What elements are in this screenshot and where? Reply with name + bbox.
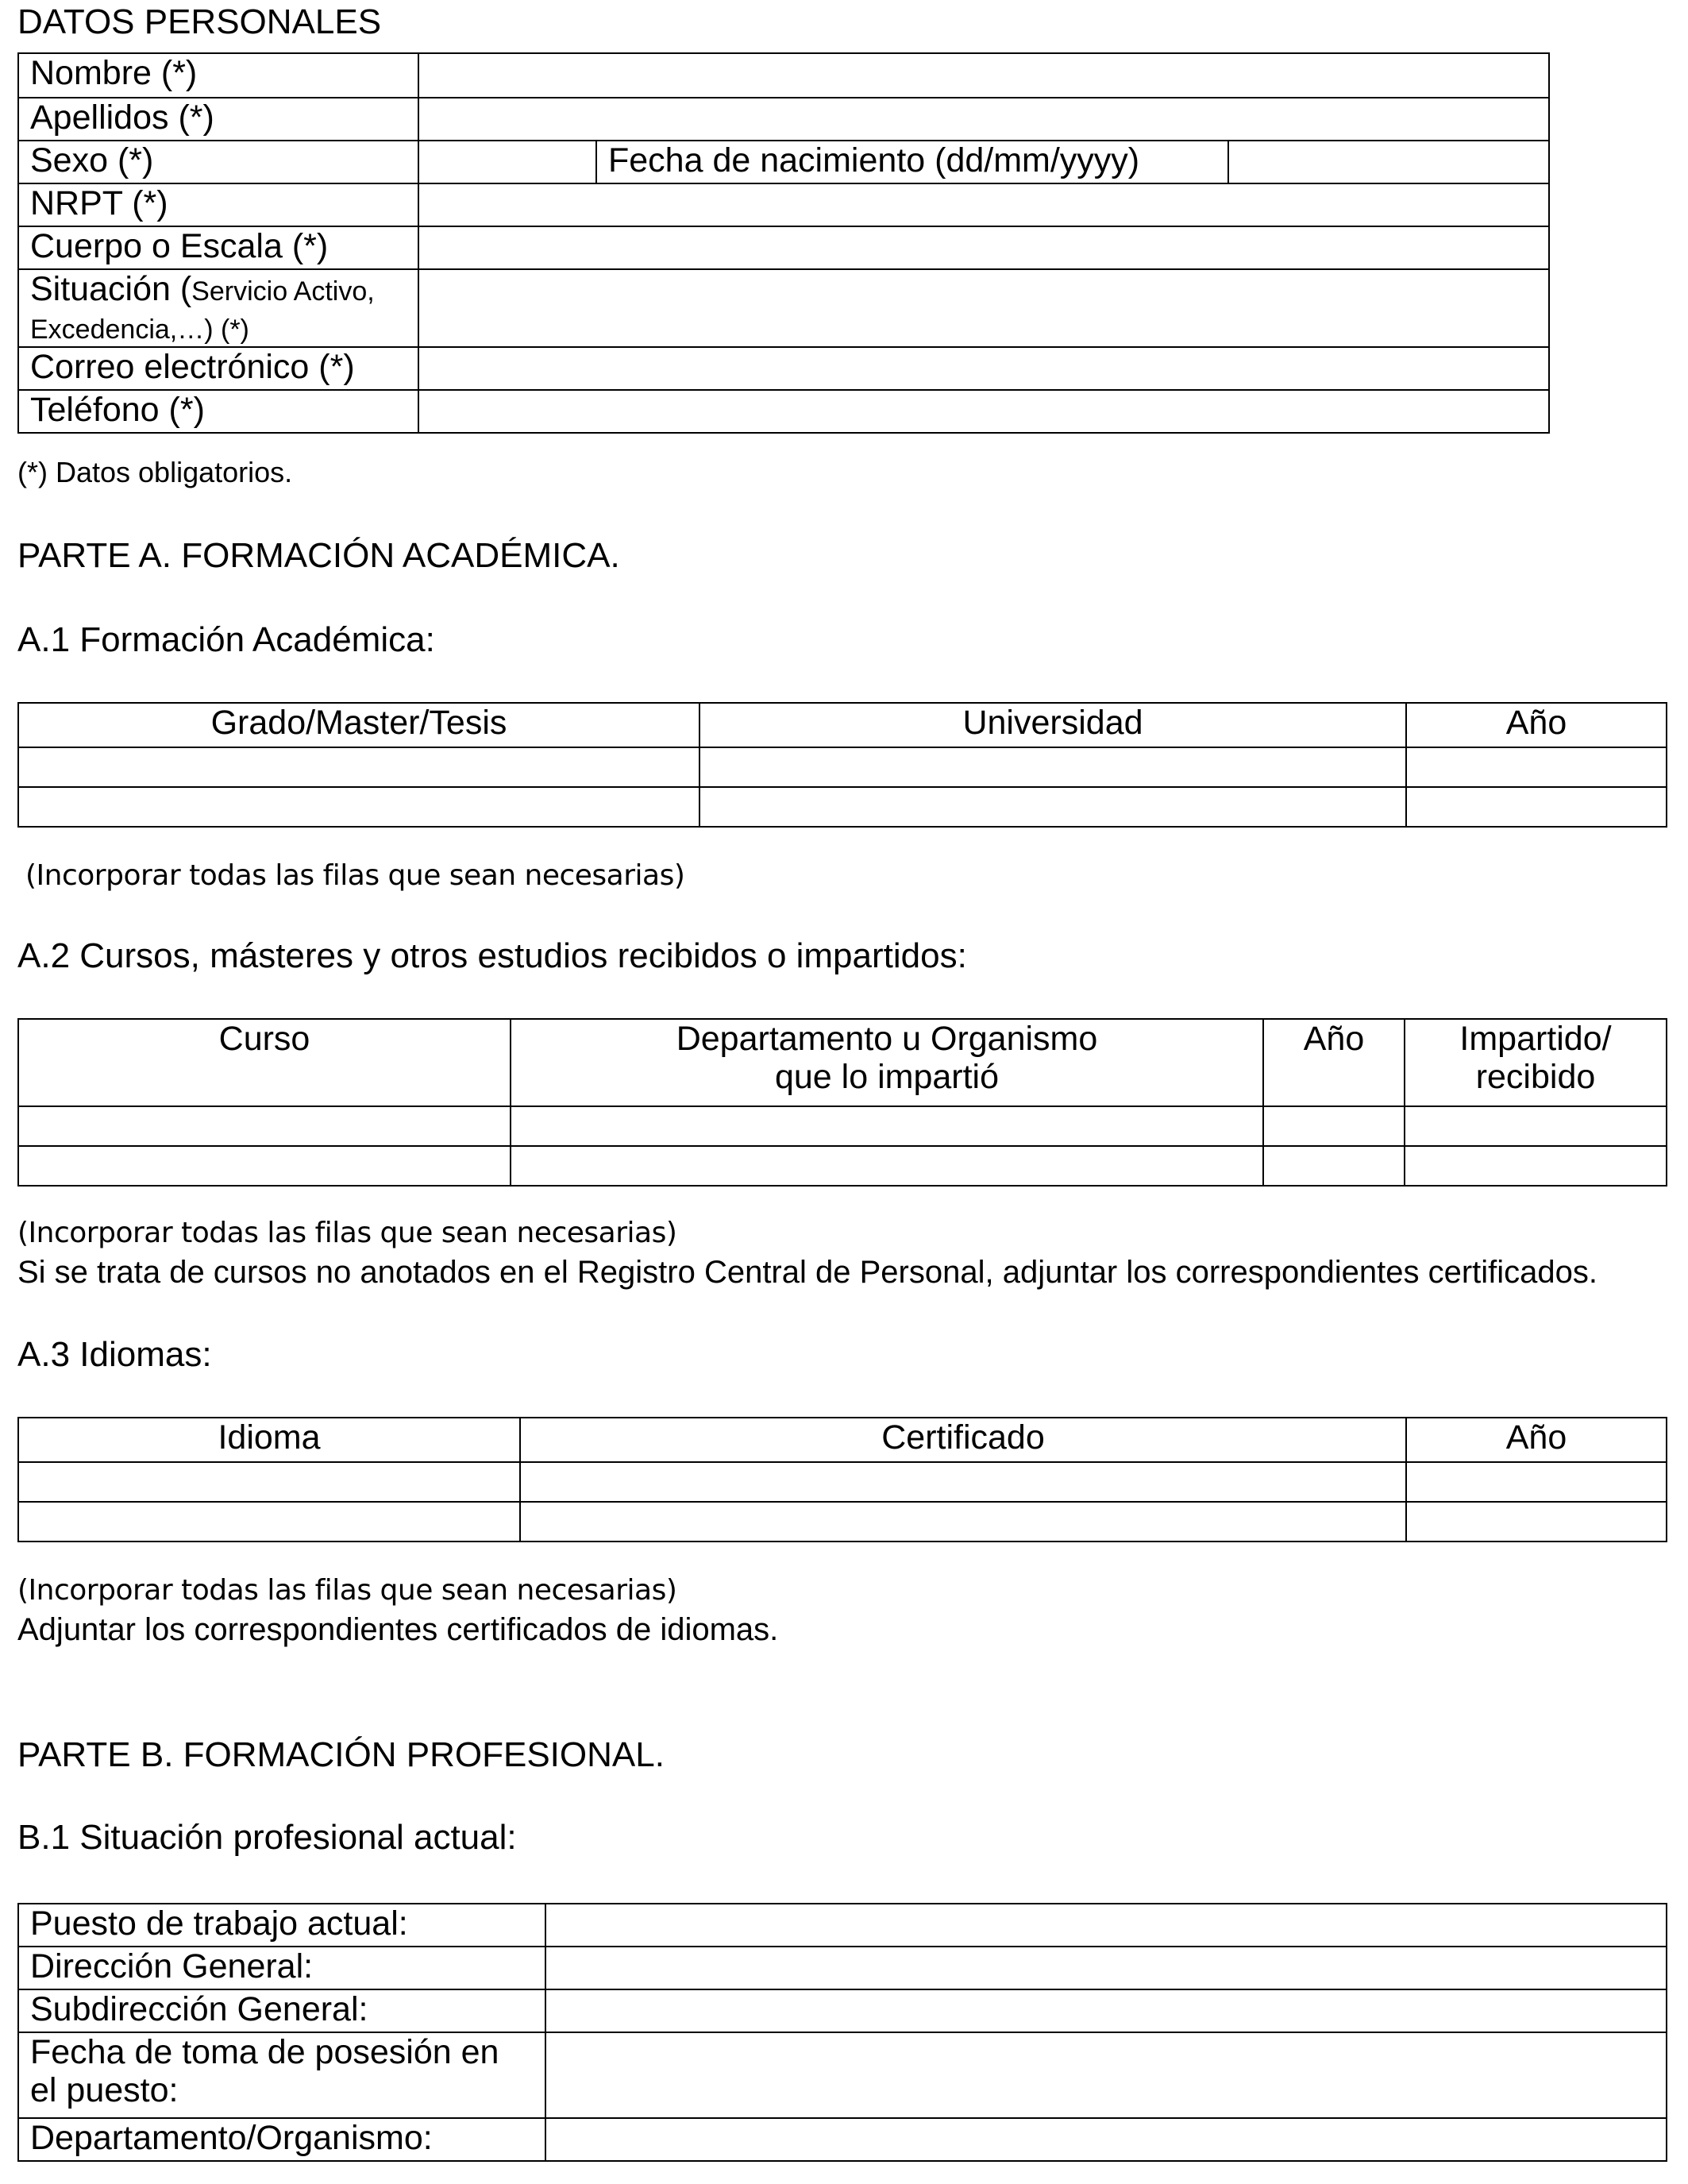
- b1-puesto-field[interactable]: [545, 1904, 1667, 1947]
- nombre-field[interactable]: [418, 53, 1549, 98]
- situacion-label-detail-2: Excedencia,…) (*): [30, 314, 249, 345]
- a3-note-2: Adjuntar los correspondientes certificados de idiomas.: [17, 1612, 779, 1647]
- situacion-label: [18, 269, 418, 347]
- a2-note: (Incorporar todas las filas que sean necesarias): [17, 1217, 677, 1249]
- a1-note: (Incorporar todas las filas que sean necesarias): [25, 859, 685, 892]
- table-cell[interactable]: [18, 1462, 520, 1502]
- table-cell[interactable]: [18, 1502, 520, 1542]
- table-cell[interactable]: [1263, 1106, 1405, 1146]
- a2-table: [17, 1018, 1667, 1187]
- apellidos-label: Apellidos (*): [18, 98, 418, 141]
- table-cell[interactable]: [699, 787, 1406, 827]
- a3-header-ano: Año: [1406, 1418, 1667, 1462]
- b1-puesto-label: Puesto de trabajo actual:: [18, 1904, 545, 1947]
- nombre-label: Nombre (*): [18, 53, 418, 98]
- correo-label: Correo electrónico (*): [18, 347, 418, 390]
- b1-fecha-toma-label: Fecha de toma de posesión en el puesto:: [18, 2032, 545, 2118]
- table-row: [18, 1502, 1667, 1542]
- sexo-field[interactable]: [418, 141, 596, 183]
- parte-a-title: PARTE A. FORMACIÓN ACADÉMICA.: [17, 536, 620, 575]
- table-cell[interactable]: [1406, 787, 1667, 827]
- a2-title: A.2 Cursos, másteres y otros estudios recibidos o impartidos:: [17, 936, 967, 975]
- a3-note: (Incorporar todas las filas que sean necesarias): [17, 1574, 677, 1607]
- b1-subdireccion-label: Subdirección General:: [18, 1989, 545, 2032]
- table-row: [18, 1146, 1667, 1186]
- table-cell[interactable]: [520, 1462, 1406, 1502]
- correo-field[interactable]: [418, 347, 1549, 390]
- personal-data-table: [17, 52, 1550, 434]
- a1-title: A.1 Formación Académica:: [17, 620, 435, 659]
- sexo-label: Sexo (*): [18, 141, 418, 183]
- table-cell[interactable]: [1263, 1146, 1405, 1186]
- a2-header-ano: Año: [1263, 1019, 1405, 1106]
- a1-table: [17, 702, 1667, 828]
- apellidos-field[interactable]: [418, 98, 1549, 141]
- b1-title: B.1 Situación profesional actual:: [17, 1818, 517, 1857]
- table-cell[interactable]: [520, 1502, 1406, 1542]
- table-row: [18, 1462, 1667, 1502]
- table-cell[interactable]: [18, 1146, 511, 1186]
- table-row: [18, 747, 1667, 787]
- a2-header-departamento: [511, 1019, 1263, 1106]
- b1-direccion-label: Dirección General:: [18, 1947, 545, 1989]
- table-cell[interactable]: [1405, 1106, 1667, 1146]
- a2-header-impartido-l1: Impartido/: [1459, 1020, 1612, 1058]
- table-cell[interactable]: [511, 1106, 1263, 1146]
- fecha-nacimiento-label: Fecha de nacimiento (dd/mm/yyyy): [596, 141, 1228, 183]
- a2-header-departamento-l1: Departamento u Organismo: [676, 1020, 1098, 1058]
- b1-fecha-toma-field[interactable]: [545, 2032, 1667, 2118]
- personal-data-title: DATOS PERSONALES: [17, 2, 382, 41]
- table-row: [18, 1106, 1667, 1146]
- table-cell[interactable]: [18, 747, 699, 787]
- table-cell[interactable]: [1406, 747, 1667, 787]
- nrpt-label: NRPT (*): [18, 183, 418, 226]
- a3-table: [17, 1417, 1667, 1542]
- table-cell[interactable]: [1406, 1462, 1667, 1502]
- situacion-label-detail: Servicio Activo,: [191, 276, 375, 307]
- cuerpo-label: Cuerpo o Escala (*): [18, 226, 418, 269]
- a3-header-idioma: Idioma: [18, 1418, 520, 1462]
- table-cell[interactable]: [1406, 1502, 1667, 1542]
- b1-subdireccion-field[interactable]: [545, 1989, 1667, 2032]
- a3-title: A.3 Idiomas:: [17, 1335, 212, 1374]
- a2-header-impartido-l2: recibido: [1475, 1058, 1596, 1097]
- telefono-field[interactable]: [418, 390, 1549, 433]
- situacion-label-main: Situación (: [30, 270, 192, 308]
- cuerpo-field[interactable]: [418, 226, 1549, 269]
- a2-header-curso: Curso: [18, 1019, 511, 1106]
- parte-b-title: PARTE B. FORMACIÓN PROFESIONAL.: [17, 1735, 665, 1774]
- a2-note-2: Si se trata de cursos no anotados en el Registro Central de Personal, adjuntar los correspondientes certificados.: [17, 1255, 1597, 1290]
- b1-direccion-field[interactable]: [545, 1947, 1667, 1989]
- table-cell[interactable]: [18, 1106, 511, 1146]
- a2-header-departamento-l2: que lo impartió: [774, 1058, 1000, 1097]
- table-cell[interactable]: [511, 1146, 1263, 1186]
- mandatory-note: (*) Datos obligatorios.: [17, 456, 293, 488]
- a3-header-certificado: Certificado: [520, 1418, 1406, 1462]
- telefono-label: Teléfono (*): [18, 390, 418, 433]
- table-cell[interactable]: [1405, 1146, 1667, 1186]
- fecha-nacimiento-field[interactable]: [1228, 141, 1549, 183]
- b1-departamento-label: Departamento/Organismo:: [18, 2118, 545, 2161]
- table-cell[interactable]: [18, 787, 699, 827]
- situacion-field[interactable]: [418, 269, 1549, 347]
- a2-header-impartido: [1405, 1019, 1667, 1106]
- a1-header-grado: Grado/Master/Tesis: [18, 703, 699, 747]
- b1-table: [17, 1903, 1667, 2162]
- table-row: [18, 787, 1667, 827]
- table-cell[interactable]: [699, 747, 1406, 787]
- a1-header-ano: Año: [1406, 703, 1667, 747]
- a1-header-universidad: Universidad: [699, 703, 1406, 747]
- nrpt-field[interactable]: [418, 183, 1549, 226]
- b1-departamento-field[interactable]: [545, 2118, 1667, 2161]
